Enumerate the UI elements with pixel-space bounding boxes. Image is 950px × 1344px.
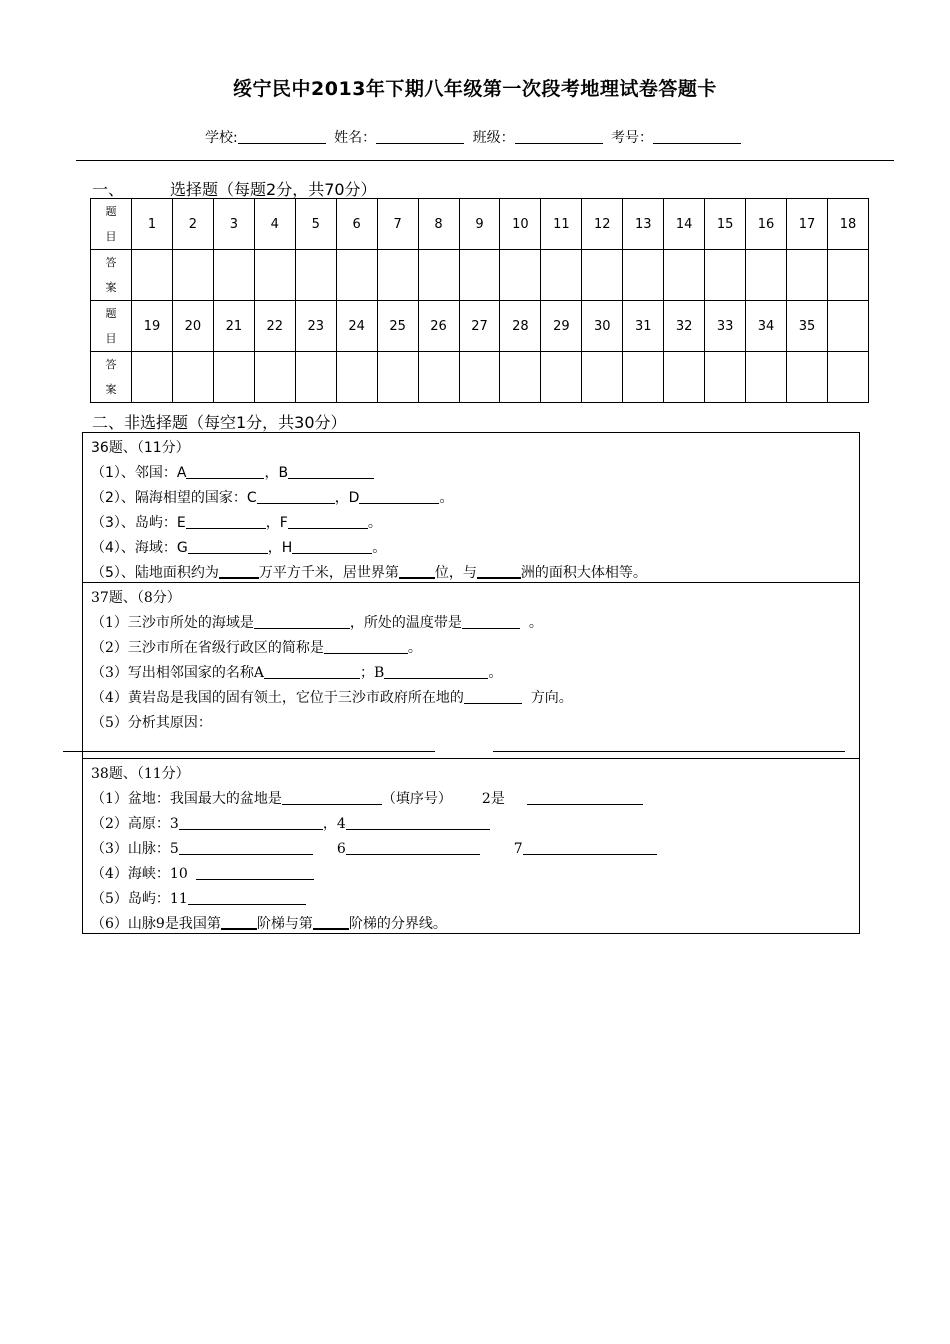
answer-cell[interactable] xyxy=(664,352,705,403)
answer-cell[interactable] xyxy=(582,250,623,301)
blank-direction[interactable] xyxy=(464,689,522,704)
blank-continent[interactable] xyxy=(477,563,521,579)
class-label: 班级： xyxy=(472,130,515,146)
answer-cell[interactable] xyxy=(254,352,295,403)
section2-heading: 二、非选择题（每空1分，共30分） xyxy=(92,413,347,432)
q37-line4: （4）黄岩岛是我国的固有领土，它位于三沙市政府所在地的 方向。 xyxy=(91,690,573,706)
answer-row-2 xyxy=(91,352,869,403)
answer-cell[interactable] xyxy=(827,352,868,403)
blank-step-1[interactable] xyxy=(221,914,257,930)
q37-heading: 37题、（8分） xyxy=(91,590,181,606)
q36-line4: （4）、海域：G ，H 。 xyxy=(91,540,387,556)
answer-cell[interactable] xyxy=(336,352,377,403)
answer-cell[interactable] xyxy=(541,250,582,301)
q38-line4: （4）海峡：10 xyxy=(91,863,314,883)
question-row-1 xyxy=(91,199,869,250)
answer-cell[interactable] xyxy=(172,352,213,403)
answer-cell[interactable] xyxy=(377,250,418,301)
question-number-cell: 22 xyxy=(254,301,295,352)
answer-header: 答 案 xyxy=(91,250,132,301)
blank-g[interactable] xyxy=(188,539,268,554)
q38-box xyxy=(82,758,860,934)
answer-cell[interactable] xyxy=(787,352,828,403)
question-number-cell: 11 xyxy=(541,199,582,250)
question-number-cell: 31 xyxy=(623,301,664,352)
q36-box xyxy=(82,432,860,583)
answer-cell[interactable] xyxy=(213,352,254,403)
answer-cell[interactable] xyxy=(377,352,418,403)
class-field[interactable] xyxy=(515,129,603,144)
q38-line2: （2）高原：3 ，4 xyxy=(91,813,490,833)
blank-d[interactable] xyxy=(359,489,439,504)
blank-4[interactable] xyxy=(346,815,490,830)
q37-box xyxy=(82,582,860,759)
name-field[interactable] xyxy=(376,129,464,144)
blank-e[interactable] xyxy=(186,514,266,529)
question-number-cell: 20 xyxy=(172,301,213,352)
q36-line3: （3）、岛屿：E ，F 。 xyxy=(91,515,382,531)
answer-header: 答 案 xyxy=(91,352,132,403)
question-number-cell: 12 xyxy=(582,199,623,250)
question-number-cell: 5 xyxy=(295,199,336,250)
question-number-cell: 28 xyxy=(500,301,541,352)
answer-cell[interactable] xyxy=(623,352,664,403)
blank-rank[interactable] xyxy=(399,563,435,579)
answer-cell[interactable] xyxy=(295,250,336,301)
question-number-cell: 35 xyxy=(787,301,828,352)
question-number-cell: 3 xyxy=(213,199,254,250)
answer-cell[interactable] xyxy=(582,352,623,403)
question-number-cell: 34 xyxy=(746,301,787,352)
answer-line-right[interactable] xyxy=(493,751,845,752)
answer-cell[interactable] xyxy=(418,250,459,301)
answer-cell[interactable] xyxy=(459,250,500,301)
blank-area[interactable] xyxy=(219,563,259,579)
answer-cell[interactable] xyxy=(254,250,295,301)
answer-cell[interactable] xyxy=(746,250,787,301)
question-number-cell: 4 xyxy=(254,199,295,250)
question-number-cell: 26 xyxy=(418,301,459,352)
answer-cell[interactable] xyxy=(336,250,377,301)
question-number-cell: 18 xyxy=(827,199,868,250)
school-label: 学校: xyxy=(204,130,238,146)
question-number-cell: 33 xyxy=(705,301,746,352)
blank-11[interactable] xyxy=(188,890,306,905)
q36-line1: （1）、邻国：A ，B xyxy=(91,462,374,482)
answer-cell[interactable] xyxy=(787,250,828,301)
blank-basin[interactable] xyxy=(282,790,382,805)
answer-row-1 xyxy=(91,250,869,301)
question-number-cell: 29 xyxy=(541,301,582,352)
question-row-2 xyxy=(91,301,869,352)
question-number-cell: 10 xyxy=(500,199,541,250)
school-field[interactable] xyxy=(238,129,326,144)
header-divider xyxy=(76,160,894,161)
section1-number: 一、 xyxy=(92,180,125,199)
question-number-cell: 1 xyxy=(132,199,173,250)
answer-cell[interactable] xyxy=(418,352,459,403)
blank-7[interactable] xyxy=(523,840,657,855)
blank-c[interactable] xyxy=(257,489,335,504)
blank-2[interactable] xyxy=(527,790,643,805)
q38-line3: （3）山脉：5 6 7 xyxy=(91,838,657,858)
question-number-cell: 23 xyxy=(295,301,336,352)
question-number-cell: 8 xyxy=(418,199,459,250)
blank-a[interactable] xyxy=(186,464,264,479)
q36-line2: （2）、隔海相望的国家：C ，D 。 xyxy=(91,490,454,506)
question-number-cell: 6 xyxy=(336,199,377,250)
section1-label: 选择题（每题2分，共70分） xyxy=(170,180,377,199)
answer-cell[interactable] xyxy=(705,352,746,403)
blank-5[interactable] xyxy=(179,840,313,855)
answer-cell[interactable] xyxy=(132,352,173,403)
answer-cell[interactable] xyxy=(459,352,500,403)
answer-cell[interactable] xyxy=(500,250,541,301)
question-number-cell: 15 xyxy=(705,199,746,250)
question-number-cell: 24 xyxy=(336,301,377,352)
question-header: 题 目 xyxy=(91,301,132,352)
answer-cell[interactable] xyxy=(541,352,582,403)
answer-cell[interactable] xyxy=(295,352,336,403)
question-number-cell: 9 xyxy=(459,199,500,250)
question-number-cell: 14 xyxy=(664,199,705,250)
q38-line6: （6）山脉9是我国第 阶梯与第 阶梯的分界线。 xyxy=(91,916,447,932)
exam-no-label: 考号： xyxy=(611,130,654,146)
section1-heading xyxy=(92,177,377,200)
blank-3[interactable] xyxy=(179,815,323,830)
blank-temp-zone[interactable] xyxy=(462,614,520,629)
answer-cell[interactable] xyxy=(664,250,705,301)
page-title: 绥宁民中2013年下期八年级第一次段考地理试卷答题卡 xyxy=(233,78,717,100)
question-number-cell: 13 xyxy=(623,199,664,250)
q38-line5: （5）岛屿：11 xyxy=(91,888,306,908)
answer-cell[interactable] xyxy=(132,250,173,301)
answer-cell[interactable] xyxy=(172,250,213,301)
q37-line1: （1）三沙市所处的海域是 ，所处的温度带是 。 xyxy=(91,615,543,631)
question-number-cell: 7 xyxy=(377,199,418,250)
q37-line3: （3）写出相邻国家的名称A ；B 。 xyxy=(91,665,503,681)
answer-cell[interactable] xyxy=(623,250,664,301)
question-number-cell: 2 xyxy=(172,199,213,250)
q36-heading: 36题、（11分） xyxy=(91,440,190,456)
student-info-row xyxy=(0,127,950,147)
answer-cell[interactable] xyxy=(827,250,868,301)
answer-cell[interactable] xyxy=(746,352,787,403)
blank-b[interactable] xyxy=(288,464,374,479)
question-number-cell: 17 xyxy=(787,199,828,250)
question-number-cell xyxy=(827,301,868,352)
blank-step-2[interactable] xyxy=(313,914,349,930)
question-header: 题 目 xyxy=(91,199,132,250)
multiple-choice-table xyxy=(90,198,869,403)
q37-line2: （2）三沙市所在省级行政区的简称是 。 xyxy=(91,640,422,656)
answer-cell[interactable] xyxy=(500,352,541,403)
q38-heading: 38题、（11分） xyxy=(91,766,190,782)
blank-sea-area[interactable] xyxy=(254,614,350,629)
question-number-cell: 27 xyxy=(459,301,500,352)
blank-province[interactable] xyxy=(324,639,408,654)
question-number-cell: 25 xyxy=(377,301,418,352)
q37-line5: （5）分析其原因： xyxy=(91,715,212,731)
question-number-cell: 32 xyxy=(664,301,705,352)
question-number-cell: 21 xyxy=(213,301,254,352)
question-number-cell: 16 xyxy=(746,199,787,250)
blank-f[interactable] xyxy=(288,514,368,529)
answer-cell[interactable] xyxy=(705,250,746,301)
q36-line5: （5）、陆地面积约为 万平方千米，居世界第 位，与 洲的面积大体相等。 xyxy=(91,565,647,581)
answer-cell[interactable] xyxy=(213,250,254,301)
blank-10[interactable] xyxy=(196,865,314,880)
blank-h[interactable] xyxy=(292,539,372,554)
question-number-cell: 19 xyxy=(132,301,173,352)
answer-line-left[interactable] xyxy=(63,751,435,752)
name-label: 姓名： xyxy=(334,130,377,146)
blank-country-b[interactable] xyxy=(384,664,488,679)
blank-6[interactable] xyxy=(346,840,480,855)
blank-country-a[interactable] xyxy=(264,664,360,679)
q38-line1: （1）盆地：我国最大的盆地是 （填序号） 2是 xyxy=(91,788,643,808)
exam-no-field[interactable] xyxy=(653,129,741,144)
question-number-cell: 30 xyxy=(582,301,623,352)
